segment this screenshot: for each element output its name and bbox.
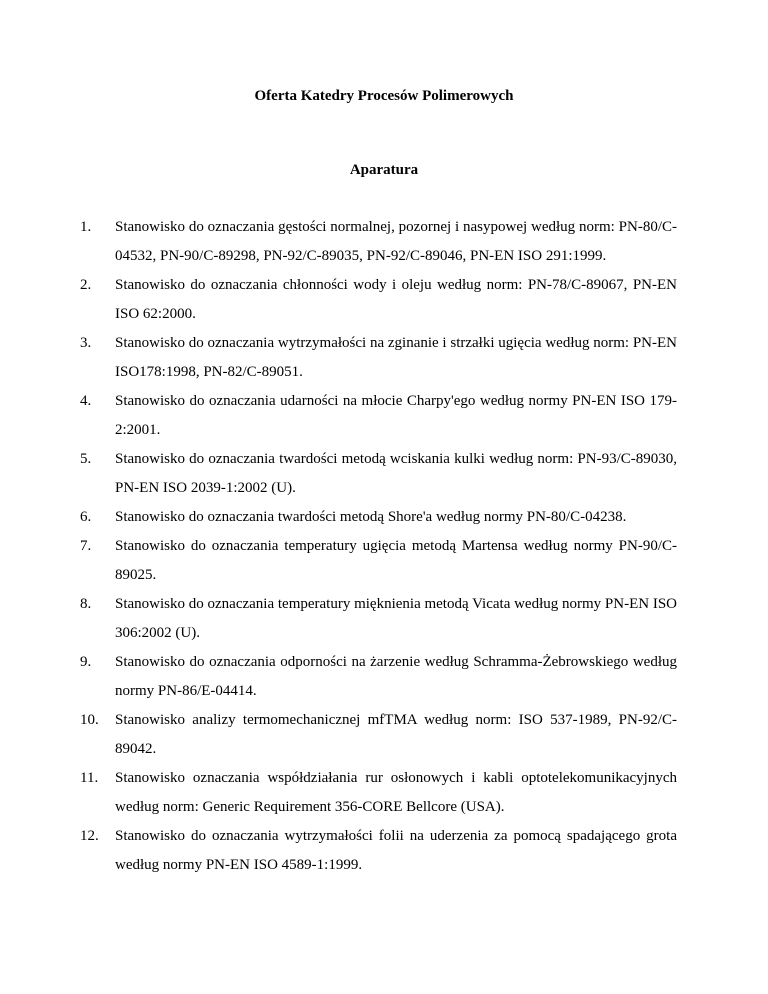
section-heading: Aparatura — [349, 162, 419, 178]
list-item — [80, 213, 677, 271]
item-number: 2. — [80, 277, 92, 293]
item-text: Stanowisko do oznaczania chłonności wody i oleju według norm: PN-78/C-89067, PN-EN ISO 62:2000. — [115, 277, 677, 322]
item-number: 9. — [80, 654, 92, 670]
list-item — [80, 271, 677, 329]
item-text: Stanowisko do oznaczania udarności na młocie Charpy'ego według normy PN-EN ISO 179-2:2001. — [115, 393, 677, 438]
item-text: Stanowisko do oznaczania gęstości normalnej, pozornej i nasypowej według norm: PN-80/C-04532, PN-90/C-89298, PN-92/C-89035, PN-92/C-89046, PN-EN ISO 291:1999. — [115, 219, 677, 264]
item-text: Stanowisko do oznaczania twardości metodą Shore'a według normy PN-80/C-04238. — [115, 509, 627, 525]
item-text: Stanowisko do oznaczania temperatury ugięcia metodą Martensa według normy PN-90/C-89025. — [115, 538, 677, 583]
item-text: Stanowisko do oznaczania twardości metodą wciskania kulki według norm: PN-93/C-89030, PN-EN ISO 2039-1:2002 (U). — [115, 451, 677, 496]
equipment-list — [80, 213, 677, 880]
item-number: 4. — [80, 393, 92, 409]
item-number: 6. — [80, 509, 92, 525]
item-number: 5. — [80, 451, 92, 467]
item-text: Stanowisko do oznaczania wytrzymałości folii na uderzenia za pomocą spadającego grota według normy PN-EN ISO 4589-1:1999. — [115, 828, 677, 873]
list-item — [80, 706, 677, 764]
list-item — [80, 590, 677, 648]
list-item — [80, 764, 677, 822]
list-item — [80, 503, 677, 532]
item-number: 3. — [80, 335, 92, 351]
list-item — [80, 387, 677, 445]
document-title: Oferta Katedry Procesów Polimerowych — [254, 88, 514, 104]
item-number: 8. — [80, 596, 92, 612]
item-text: Stanowisko do oznaczania wytrzymałości na zginanie i strzałki ugięcia według norm: PN-EN ISO178:1998, PN-82/C-89051. — [115, 335, 677, 380]
item-number: 11. — [80, 770, 99, 786]
item-text: Stanowisko do oznaczania temperatury mięknienia metodą Vicata według normy PN-EN ISO 306:2002 (U). — [115, 596, 678, 641]
item-text: Stanowisko do oznaczania odporności na żarzenie według Schramma-Żebrowskiego według normy PN-86/E-04414. — [115, 654, 677, 699]
list-item — [80, 532, 677, 590]
list-item — [80, 648, 677, 706]
item-number: 1. — [80, 219, 92, 235]
item-number: 10. — [80, 712, 99, 728]
list-item — [80, 822, 677, 880]
item-number: 7. — [80, 538, 92, 554]
list-item — [80, 445, 677, 503]
item-text: Stanowisko oznaczania współdziałania rur osłonowych i kabli optotelekomunikacyjnych według norm: Generic Requirement 356-CORE Bellcore (USA). — [115, 770, 677, 815]
item-number: 12. — [80, 828, 99, 844]
list-item — [80, 329, 677, 387]
item-text: Stanowisko analizy termomechanicznej mfTMA według norm: ISO 537-1989, PN-92/C-89042. — [115, 712, 677, 757]
